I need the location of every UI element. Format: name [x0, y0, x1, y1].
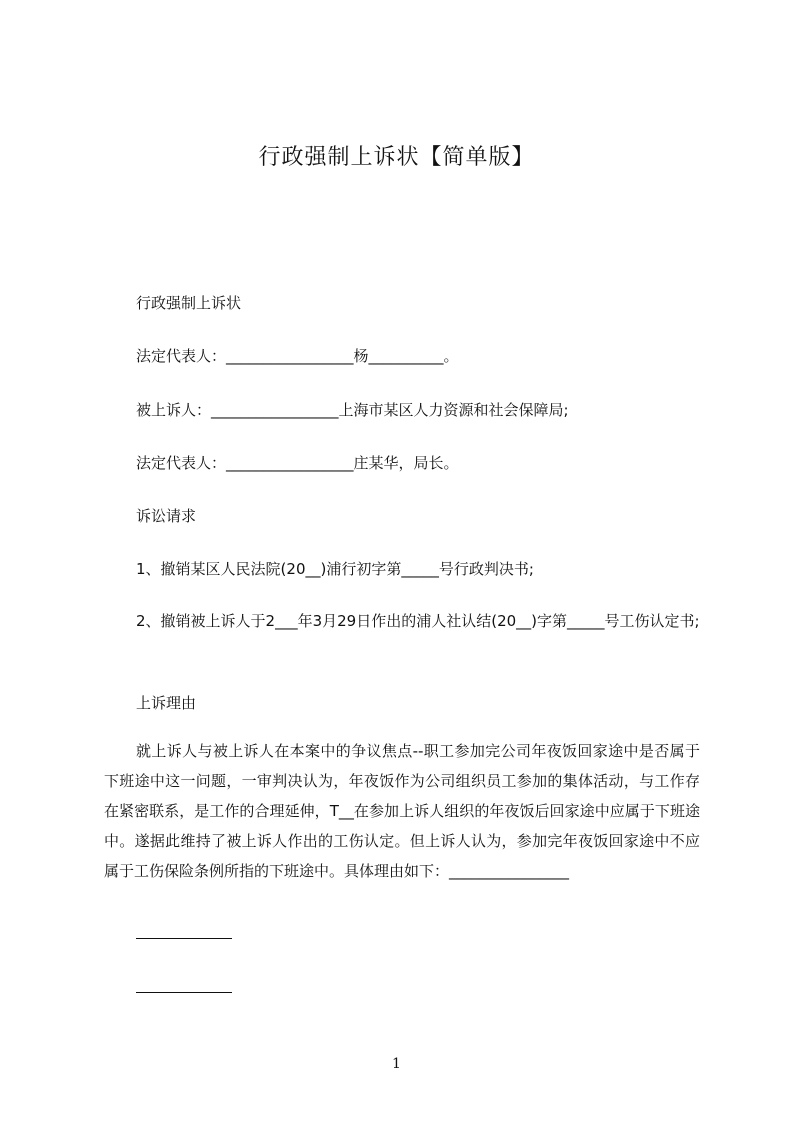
claim-item-1: 1、撤销某区人民法院(20__)浦行初字第_____号行政判决书; — [136, 560, 534, 578]
appellee-representative-line: 法定代表人：_________________庄某华，局长。 — [136, 454, 459, 472]
claims-heading: 诉讼请求 — [136, 507, 197, 525]
blank-line — [136, 992, 232, 993]
document-title: 行政强制上诉状【简单版】 — [258, 145, 535, 170]
page-number: 1 — [392, 1056, 401, 1072]
reasons-heading: 上诉理由 — [136, 694, 197, 712]
heading-line: 行政强制上诉状 — [136, 294, 242, 312]
legal-representative-line: 法定代表人：_________________杨__________。 — [136, 347, 459, 365]
blank-line — [136, 938, 232, 939]
claim-item-2: 2、撤销被上诉人于2___年3月29日作出的浦人社认结(20__)字第_____号工伤认定书; — [136, 612, 700, 630]
reasons-paragraph: 就上诉人与被上诉人在本案中的争议焦点--职工参加完公司年夜饭回家途中是否属于下班途中这一问题，一审判决认为，年夜饭作为公司组织员工参加的集体活动，与工作存在紧密联系，是工作的合理延伸，T__在参加上诉人组织的年夜饭后回家途中应属于下班途中。遂据此维持了被上诉人作出的工伤认定。但上诉人认为，参加完年夜饭回家途中不应属于工伤保险条例所指的下班途中。具体理由如下：________________ — [104, 742, 700, 880]
appellee-line: 被上诉人：_________________上海市某区人力资源和社会保障局; — [136, 401, 569, 419]
